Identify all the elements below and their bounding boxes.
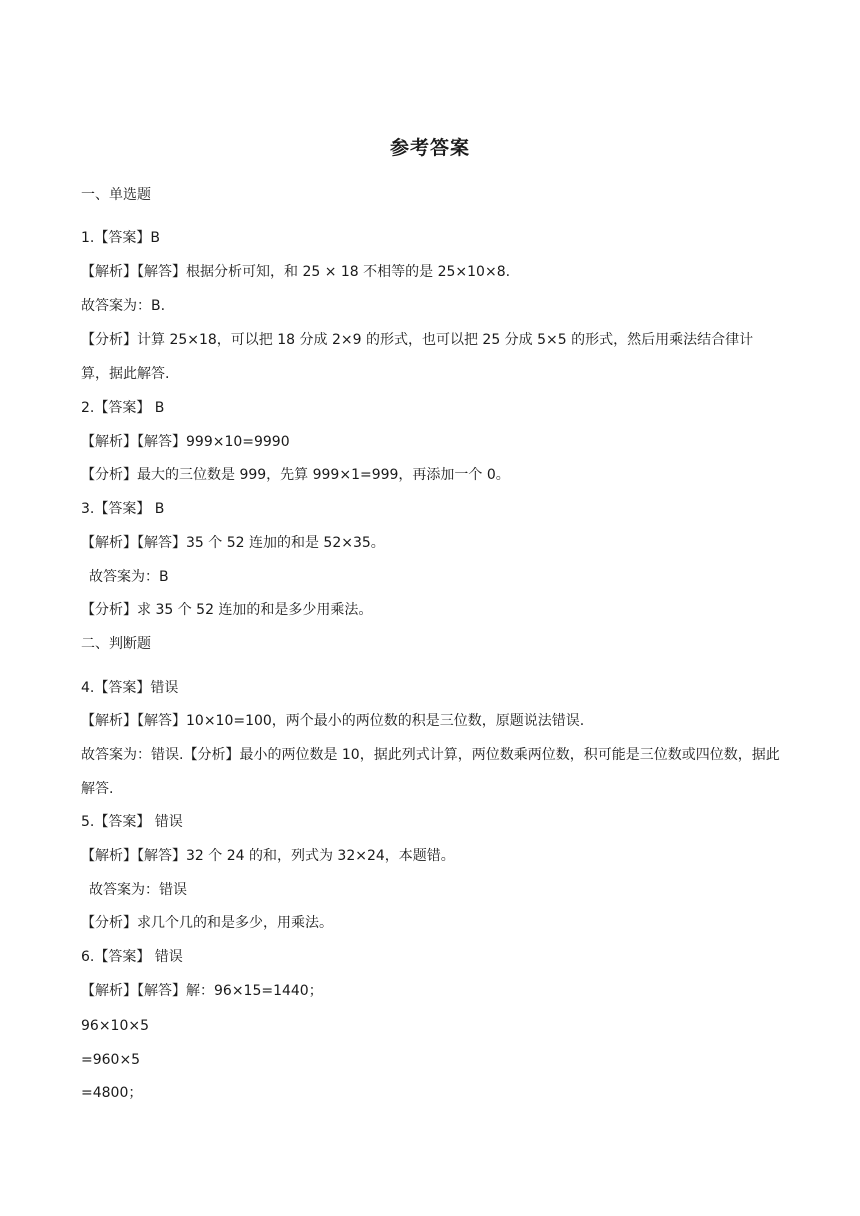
q3-explanation: 【解析】【解答】35 个 52 连加的和是 52×35。 bbox=[81, 535, 385, 551]
q6-explanation: 【解析】【解答】解：96×15=1440； bbox=[81, 983, 323, 999]
q4-explanation: 【解析】【解答】10×10=100，两个最小的两位数的积是三位数，原题说法错误. bbox=[81, 713, 585, 729]
q3-analysis: 【分析】求 35 个 52 连加的和是多少用乘法。 bbox=[81, 602, 373, 618]
q2-analysis: 【分析】最大的三位数是 999，先算 999×1=999，再添加一个 0。 bbox=[81, 467, 510, 483]
q5-explanation: 【解析】【解答】32 个 24 的和，列式为 32×24，本题错。 bbox=[81, 848, 455, 864]
q6-step-2: =960×5 bbox=[81, 1052, 141, 1068]
q4-conclusion-analysis: 故答案为：错误.【分析】最小的两位数是 10，据此列式计算，两位数乘两位数，积可能是三位数或四位数，据此解答. bbox=[81, 747, 780, 797]
q2-explanation: 【解析】【解答】999×10=9990 bbox=[81, 434, 290, 450]
q5-analysis: 【分析】求几个几的和是多少，用乘法。 bbox=[81, 915, 333, 931]
q1-conclusion: 故答案为：B. bbox=[81, 298, 166, 314]
q5-answer: 5.【答案】 错误 bbox=[81, 814, 183, 830]
q2-answer: 2.【答案】 B bbox=[81, 400, 165, 416]
section-heading-true-false: 二、判断题 bbox=[81, 636, 151, 652]
q3-conclusion: 故答案为：B bbox=[89, 569, 169, 585]
q1-analysis: 【分析】计算 25×18，可以把 18 分成 2×9 的形式，也可以把 25 分成 5×5 的形式，然后用乘法结合律计算，据此解答. bbox=[81, 332, 754, 382]
q5-conclusion: 故答案为：错误 bbox=[89, 882, 187, 898]
q6-step-1: 96×10×5 bbox=[81, 1018, 149, 1034]
q3-answer: 3.【答案】 B bbox=[81, 501, 165, 517]
section-heading-single-choice: 一、单选题 bbox=[81, 187, 151, 203]
page-title: 参考答案 bbox=[389, 137, 470, 159]
q6-answer: 6.【答案】 错误 bbox=[81, 949, 183, 965]
q1-answer: 1.【答案】B bbox=[81, 230, 160, 246]
q1-explanation: 【解析】【解答】根据分析可知，和 25 × 18 不相等的是 25×10×8. bbox=[81, 264, 511, 280]
q4-answer: 4.【答案】错误 bbox=[81, 680, 179, 696]
q6-step-3: =4800； bbox=[81, 1085, 143, 1101]
